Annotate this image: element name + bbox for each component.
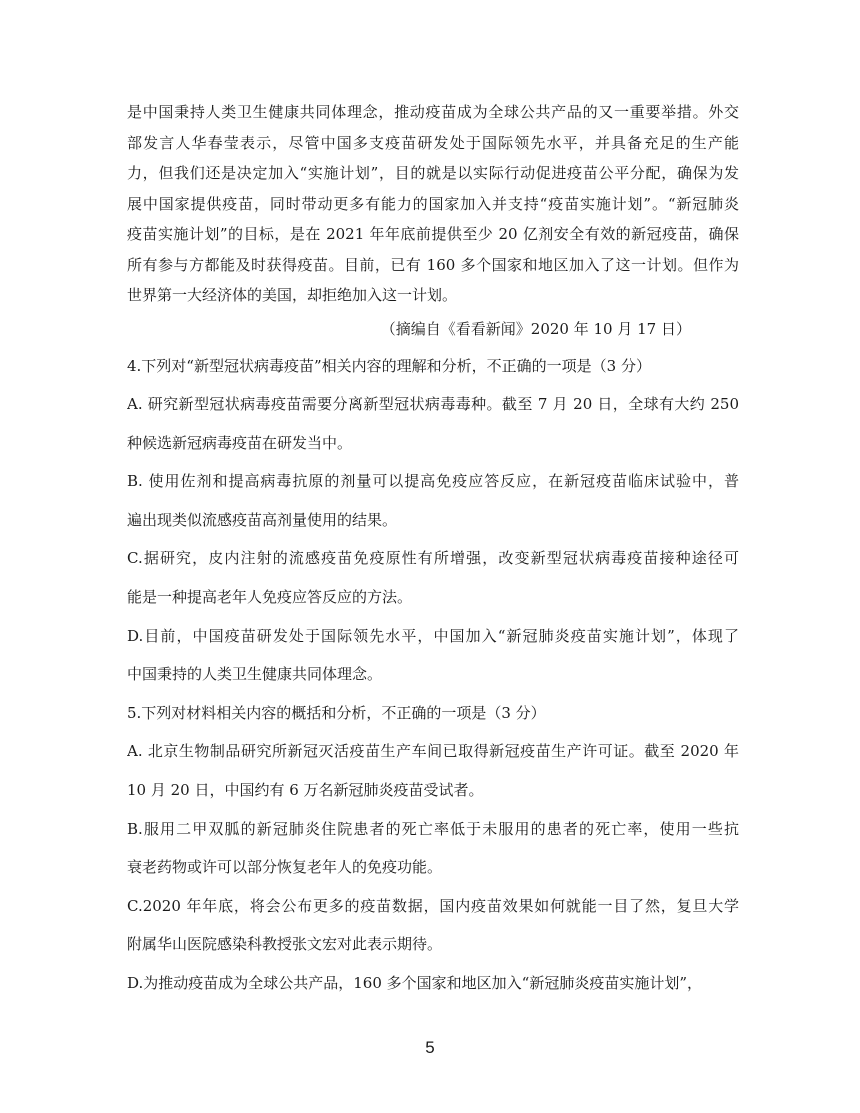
question-stem: 4.下列对“新型冠状病毒疫苗”相关内容的理解和分析，不正确的一项是（3 分） bbox=[127, 356, 651, 375]
passage-paragraph bbox=[127, 97, 739, 311]
source-citation: （摘编自《看看新闻》2020 年 10 月 17 日） bbox=[380, 319, 691, 338]
passage-line: 部发言人华春莹表示，尽管中国多支疫苗研发处于国际领先水平，并具备充足的生产能 bbox=[127, 133, 739, 152]
option-c-line-2: 能是一种提高老年人免疫应答反应的方法。 bbox=[127, 588, 413, 607]
passage-line: 世界第一大经济体的美国，却拒绝加入这一计划。 bbox=[127, 286, 458, 304]
option-b-line-1: B.服用二甲双胍的新冠肺炎住院患者的死亡率低于未服用的患者的死亡率，使用一些抗 bbox=[127, 819, 739, 838]
passage-line: 力，但我们还是决定加入“实施计划”，目的就是以实际行动促进疫苗公平分配，确保为发 bbox=[127, 164, 739, 182]
question-4 bbox=[127, 347, 739, 694]
option-a-line-2: 10 月 20 日，中国约有 6 万名新冠肺炎疫苗受试者。 bbox=[127, 781, 484, 800]
question-stem: 5.下列对材料相关内容的概括和分析，不正确的一项是（3 分） bbox=[127, 703, 546, 722]
option-d-line-2: 中国秉持的人类卫生健康共同体理念。 bbox=[127, 665, 383, 684]
page-number: 5 bbox=[425, 1038, 435, 1057]
option-b-line-2: 遍出现类似流感疫苗高剂量使用的结果。 bbox=[127, 510, 398, 529]
option-c-line-2: 附属华山医院感染科教授张文宏对此表示期待。 bbox=[127, 935, 443, 954]
option-a-line-1: A. 北京生物制品研究所新冠灭活疫苗生产车间已取得新冠疫苗生产许可证。截至 2020 年 bbox=[127, 742, 739, 761]
question-5 bbox=[127, 694, 739, 1003]
passage-line: 所有参与方都能及时获得疫苗。目前，已有 160 多个国家和地区加入了这一计划。但作为 bbox=[127, 255, 739, 274]
page-content bbox=[127, 97, 739, 1003]
option-a-line-1: A. 研究新型冠状病毒疫苗需要分离新型冠状病毒毒种。截至 7 月 20 日，全球有大约 250 bbox=[127, 395, 739, 414]
option-b-line-2: 衰老药物或许可以部分恢复老年人的免疫功能。 bbox=[127, 858, 443, 877]
option-b-line-1: B. 使用佐剂和提高病毒抗原的剂量可以提高免疫应答反应，在新冠疫苗临床试验中，普 bbox=[127, 472, 739, 491]
passage-line: 疫苗实施计划”的目标，是在 2021 年年底前提供至少 20 亿剂安全有效的新冠疫苗，确保 bbox=[127, 225, 739, 243]
option-c-line-1: C.据研究，皮内注射的流感疫苗免疫原性有所增强，改变新型冠状病毒疫苗接种途径可 bbox=[127, 549, 739, 568]
option-d-line-1: D.目前，中国疫苗研发处于国际领先水平，中国加入“新冠肺炎疫苗实施计划”，体现了 bbox=[127, 626, 739, 645]
passage-line: 展中国家提供疫苗，同时带动更多有能力的国家加入并支持“疫苗实施计划”。“新冠肺炎 bbox=[127, 194, 739, 213]
passage-line: 是中国秉持人类卫生健康共同体理念，推动疫苗成为全球公共产品的又一重要举措。外交 bbox=[127, 103, 739, 121]
option-d-line-1: D.为推动疫苗成为全球公共产品，160 多个国家和地区加入“新冠肺炎疫苗实施计划”， bbox=[127, 974, 702, 992]
option-a-line-2: 种候选新冠病毒疫苗在研发当中。 bbox=[127, 433, 353, 452]
option-c-line-1: C.2020 年年底，将会公布更多的疫苗数据，国内疫苗效果如何就能一目了然，复旦大学 bbox=[127, 896, 739, 915]
